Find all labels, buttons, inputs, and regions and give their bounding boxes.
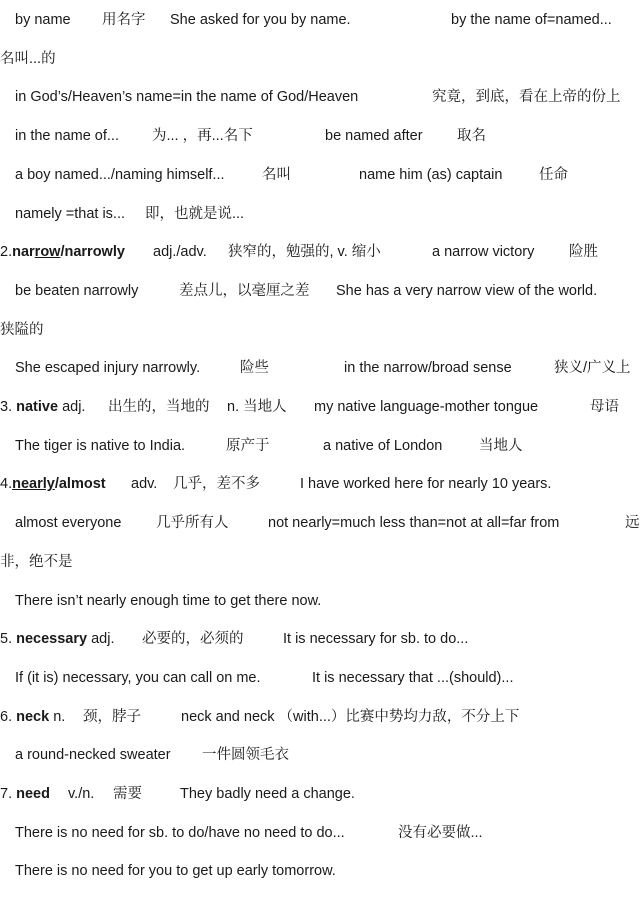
text-run: v./n.	[68, 786, 95, 802]
text-run: be named after	[325, 128, 423, 145]
text-segment	[15, 859, 336, 883]
text-line	[0, 666, 640, 690]
text-segment	[539, 163, 568, 187]
text-segment	[554, 356, 631, 380]
headword-text: neck	[16, 708, 50, 725]
text-run: namely =that is...	[15, 205, 126, 222]
text-segment	[15, 356, 200, 380]
text-run: 当地人	[479, 437, 523, 454]
text-run: 几乎所有人	[156, 515, 229, 532]
text-run: She asked for you by name.	[170, 12, 351, 28]
text-run: 3.	[0, 399, 17, 415]
text-run: by name	[15, 12, 71, 28]
text-run: 原产于	[226, 437, 270, 454]
text-segment	[359, 163, 502, 187]
text-line	[0, 356, 640, 380]
text-run: 为... ，再...名下	[152, 128, 253, 145]
text-run: n. 当地人	[227, 399, 287, 415]
text-run: 5.	[0, 631, 17, 648]
text-run: 狭隘的	[0, 321, 44, 338]
text-segment	[152, 124, 253, 148]
text-segment	[173, 472, 260, 496]
text-run: 名叫...的	[0, 50, 56, 67]
text-run: 6.	[0, 708, 17, 725]
text-line	[0, 782, 640, 806]
text-segment	[323, 434, 442, 458]
text-segment	[283, 627, 468, 651]
text-run: adj.	[87, 631, 115, 648]
text-segment	[625, 511, 640, 535]
text-run: It is necessary for sb. to do...	[283, 631, 469, 648]
text-line	[0, 550, 640, 574]
text-run: almost everyone	[15, 515, 122, 532]
text-run: adj.	[58, 399, 86, 415]
text-run: my native language-mother tongue	[314, 399, 539, 415]
text-run: 4.	[0, 476, 13, 493]
text-segment	[0, 318, 44, 342]
text-segment	[432, 240, 534, 264]
text-segment	[240, 356, 269, 380]
text-segment	[15, 163, 225, 187]
text-line	[0, 627, 640, 651]
text-line	[0, 279, 640, 303]
text-segment	[569, 240, 598, 264]
text-segment	[131, 472, 157, 496]
text-run: 出生的，当地的	[108, 399, 210, 415]
text-run: 7.	[0, 786, 17, 802]
text-line	[0, 589, 640, 613]
text-run: a boy named.../naming himself...	[15, 166, 225, 183]
text-segment	[15, 511, 121, 535]
text-run: n.	[49, 708, 66, 725]
text-segment	[15, 279, 138, 303]
text-line	[0, 202, 640, 226]
text-segment	[226, 434, 270, 458]
text-run: 远	[625, 515, 640, 532]
text-segment	[268, 511, 559, 535]
text-segment	[83, 705, 141, 729]
text-segment	[0, 47, 56, 71]
text-run: 母语	[590, 399, 619, 415]
text-segment	[336, 279, 597, 303]
text-line	[0, 511, 640, 535]
text-run: 2.	[0, 244, 13, 261]
headword-text: /almost	[54, 476, 106, 493]
text-segment	[108, 395, 210, 419]
text-run: There is no need for sb. to do/have no need to do...	[15, 824, 345, 841]
text-segment	[102, 8, 146, 32]
text-segment	[0, 550, 73, 574]
headword-text: necessary	[16, 631, 88, 648]
text-line	[0, 163, 640, 187]
text-run: There is no need for you to get up early tomorrow.	[15, 863, 336, 880]
text-segment	[170, 8, 351, 32]
headword-text: native	[16, 399, 59, 415]
text-segment	[15, 434, 185, 458]
text-run: be beaten narrowly	[15, 282, 139, 299]
text-run: 差点儿，以毫厘之差	[179, 282, 310, 299]
text-run: a native of London	[323, 437, 443, 454]
text-line	[0, 85, 640, 109]
text-run: a round-necked sweater	[15, 747, 171, 764]
text-segment	[300, 472, 551, 496]
text-segment	[228, 240, 381, 264]
text-line	[0, 821, 640, 845]
text-run: 任命	[539, 166, 568, 183]
text-segment	[15, 8, 71, 32]
text-segment	[227, 395, 287, 419]
text-segment	[398, 821, 483, 845]
headword-text: nearly	[12, 476, 55, 493]
text-run: I have worked here for nearly 10 years.	[300, 476, 552, 493]
text-run: There isn’t nearly enough time to get there now.	[15, 592, 322, 609]
headword-text: row	[34, 244, 61, 261]
text-line	[0, 472, 640, 496]
text-run: 险胜	[569, 244, 598, 261]
text-run: They badly need a change.	[180, 786, 355, 802]
text-run: 取名	[457, 128, 486, 145]
headword-text: nar	[12, 244, 35, 261]
text-segment	[0, 395, 85, 419]
text-run: a narrow victory	[432, 244, 535, 261]
text-run: 一件圆领毛衣	[202, 747, 289, 764]
text-segment	[153, 240, 207, 264]
text-run: She escaped injury narrowly.	[15, 360, 201, 377]
text-segment	[262, 163, 291, 187]
text-run: by the name of=named...	[451, 12, 612, 28]
text-run: 险些	[240, 360, 269, 377]
text-run: in the name of...	[15, 128, 119, 145]
text-segment	[179, 279, 310, 303]
text-run: She has a very narrow view of the world.	[336, 282, 598, 299]
text-run: 几乎，差不多	[173, 476, 260, 493]
text-run: 颈，脖子	[83, 708, 141, 725]
text-segment	[0, 627, 115, 651]
text-segment	[142, 627, 244, 651]
text-line	[0, 743, 640, 767]
text-run: 非，绝不是	[0, 553, 73, 570]
text-run: neck and neck （with...）比赛中势均力敌，不分上下	[181, 708, 520, 725]
text-segment	[15, 589, 321, 613]
headword-text: /narrowly	[60, 244, 125, 261]
text-line	[0, 124, 640, 148]
text-line	[0, 47, 640, 71]
text-line	[0, 434, 640, 458]
text-line	[0, 240, 640, 264]
text-segment	[0, 472, 106, 496]
text-segment	[0, 705, 65, 729]
text-segment	[590, 395, 619, 419]
text-run: in God’s/Heaven’s name=in the name of God/Heaven	[15, 89, 359, 106]
text-segment	[15, 85, 358, 109]
text-segment	[451, 8, 612, 32]
text-line	[0, 395, 640, 419]
text-run: not nearly=much less than=not at all=far from	[268, 515, 560, 532]
text-segment	[312, 666, 513, 690]
text-segment	[432, 85, 621, 109]
text-segment	[15, 124, 119, 148]
text-line	[0, 705, 640, 729]
text-segment	[68, 782, 94, 806]
text-segment	[181, 705, 519, 729]
text-segment	[15, 666, 261, 690]
text-run: 用名字	[102, 12, 146, 28]
text-run: The tiger is native to India.	[15, 437, 186, 454]
text-segment	[15, 202, 125, 226]
text-segment	[156, 511, 229, 535]
text-run: adj./adv.	[153, 244, 207, 261]
headword-text: need	[16, 786, 50, 802]
text-segment	[457, 124, 486, 148]
text-line	[0, 318, 640, 342]
text-run: It is necessary that ...(should)...	[312, 669, 514, 686]
text-run: 狭窄的，勉强的, v. 缩小	[228, 244, 381, 261]
text-segment	[314, 395, 538, 419]
text-segment	[202, 743, 289, 767]
text-run: 没有必要做...	[398, 824, 483, 841]
text-run: 需要	[113, 786, 142, 802]
text-segment	[15, 743, 171, 767]
text-run: 狭义/广义上	[554, 360, 631, 377]
text-run: If (it is) necessary, you can call on me.	[15, 669, 261, 686]
text-segment	[479, 434, 523, 458]
text-segment	[113, 782, 142, 806]
text-run: adv.	[131, 476, 158, 493]
text-segment	[145, 202, 244, 226]
text-segment	[15, 821, 345, 845]
text-segment	[0, 240, 125, 264]
text-run: in the narrow/broad sense	[344, 360, 512, 377]
text-segment	[344, 356, 512, 380]
text-run: 即，也就是说...	[145, 205, 245, 222]
text-line	[0, 859, 640, 883]
text-run: name him (as) captain	[359, 166, 503, 183]
text-run: 名叫	[262, 166, 291, 183]
text-line	[0, 8, 640, 32]
text-segment	[325, 124, 423, 148]
text-run: 必要的，必须的	[142, 631, 244, 648]
text-segment	[0, 782, 50, 806]
text-run: 究竟，到底，看在上帝的份上	[432, 89, 621, 106]
text-segment	[180, 782, 355, 806]
